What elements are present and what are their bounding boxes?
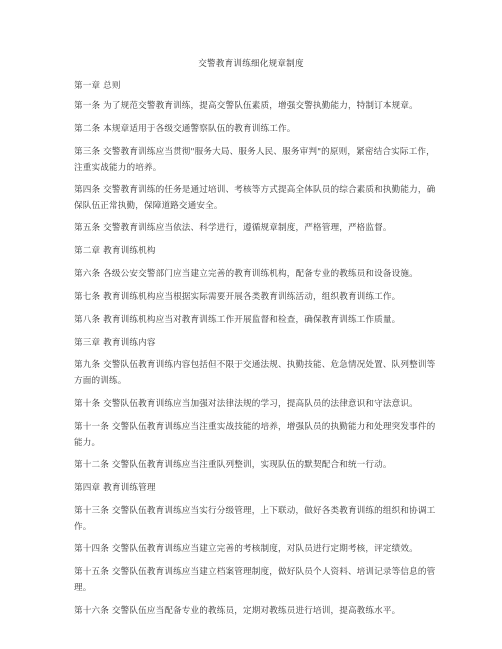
article-15: 第十五条 交警队伍教育训练应当建立档案管理制度，做好队员个人资料、培训记录等信息的管理。 <box>74 567 436 593</box>
chapter-1-heading: 第一章 总则 <box>74 81 121 91</box>
article-11: 第十一条 交警队伍教育训练应当注重实战技能的培养，增强队员的执勤能力和处理突发事件的能力。 <box>74 422 436 448</box>
article-12: 第十二条 交警队伍教育训练应当注重队列整训，实现队伍的默契配合和统一行动。 <box>74 460 392 470</box>
article-14: 第十四条 交警队伍教育训练应当建立完善的考核制度，对队员进行定期考核，评定绩效。 <box>74 544 418 554</box>
article-4: 第四条 交警教育训练的任务是通过培训、考核等方式提高全体队员的综合素质和执勤能力，确保队伍正常执勤，保障道路交通安全。 <box>74 185 436 211</box>
article-10: 第十条 交警队伍教育训练应当加强对法律法规的学习，提高队员的法律意识和守法意识。 <box>74 399 418 409</box>
article-3: 第三条 交警教育训练应当贯彻"服务大局、服务人民、服务审判"的原则，紧密结合实际工作，注重实战能力的培养。 <box>74 147 435 173</box>
article-1: 第一条 为了规范交警教育训练，提高交警队伍素质，增强交警执勤能力，特制订本规章。 <box>74 101 418 111</box>
article-9: 第九条 交警队伍教育训练内容包括但不限于交通法规、执勤技能、危急情况处置、队列整训等方面的训练。 <box>74 360 436 386</box>
article-8: 第八条 教育训练机构应当对教育训练工作开展监督和检查，确保教育训练工作质量。 <box>74 315 401 325</box>
document-title: 交警教育训练细化规章制度 <box>198 59 304 69</box>
article-2: 第二条 本规章适用于各级交通警察队伍的教育训练工作。 <box>74 124 296 134</box>
chapter-3-heading: 第三章 教育训练内容 <box>74 338 156 348</box>
chapter-4-heading: 第四章 教育训练管理 <box>74 483 156 493</box>
article-6: 第六条 各级公安交警部门应当建立完善的教育训练机构，配备专业的教练员和设备设施。 <box>74 269 418 279</box>
article-5: 第五条 交警教育训练应当依法、科学进行，遵循规章制度，严格管理，严格监督。 <box>74 223 392 233</box>
chapter-2-heading: 第二章 教育训练机构 <box>74 246 156 256</box>
article-16: 第十六条 交警队伍应当配备专业的教练员，定期对教练员进行培训，提高教练水平。 <box>74 606 401 616</box>
article-7: 第七条 教育训练机构应当根据实际需要开展各类教育训练活动，组织教育训练工作。 <box>74 292 401 302</box>
article-13: 第十三条 交警队伍教育训练应当实行分级管理，上下联动，做好各类教育训练的组织和协调工作。 <box>74 506 436 532</box>
